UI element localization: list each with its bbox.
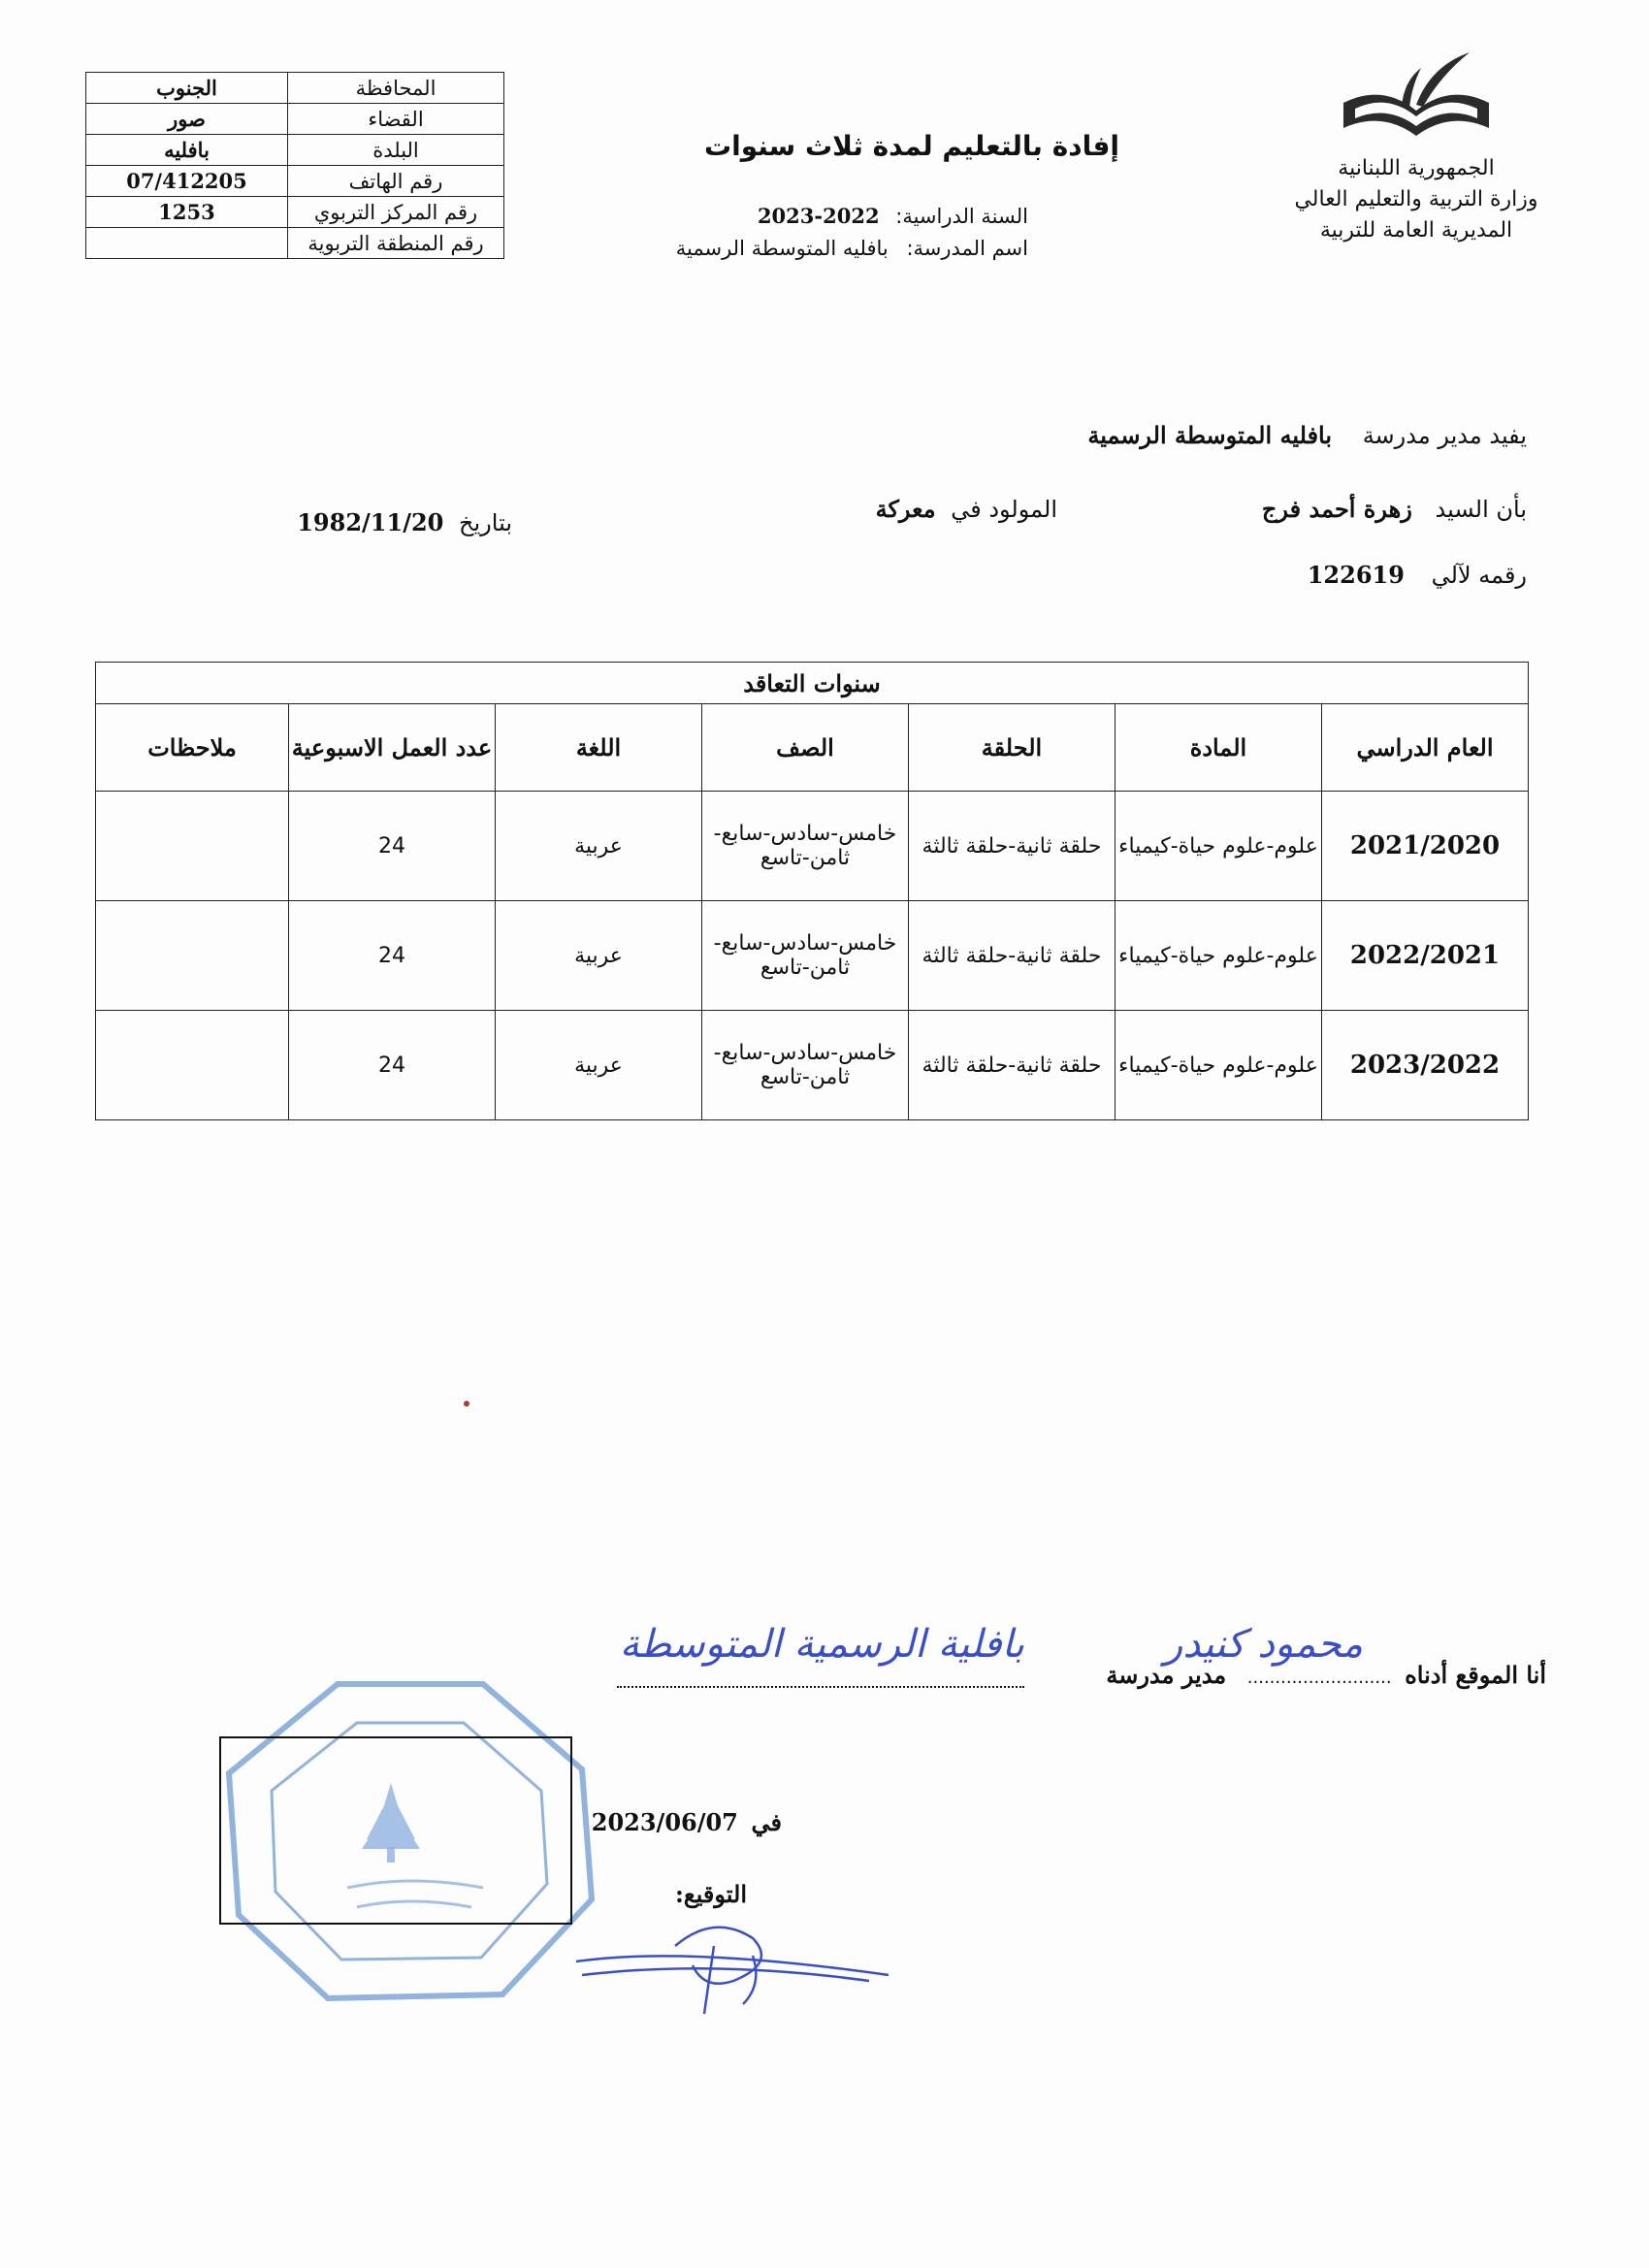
stamp-frame <box>219 1736 572 1925</box>
info-label: المحافظة <box>288 73 504 104</box>
cell-year: 2021/2020 <box>1322 792 1529 901</box>
signature-date-row <box>592 1808 782 1836</box>
info-value <box>86 228 288 259</box>
school-year-value: 2022-2023 <box>757 204 880 228</box>
info-value: 1253 <box>86 197 288 228</box>
cell-notes <box>96 901 289 1011</box>
cell-hours: 24 <box>289 901 496 1011</box>
cell-subject: علوم-علوم حياة-كيمياء <box>1116 1011 1322 1120</box>
info-label: البلدة <box>288 135 504 166</box>
info-row <box>86 104 504 135</box>
cell-language: عربية <box>496 1011 702 1120</box>
info-table <box>85 72 504 259</box>
info-row <box>86 73 504 104</box>
cell-hours: 24 <box>289 792 496 901</box>
handwriting-dotted-line <box>617 1686 1024 1688</box>
info-value: صور <box>86 104 288 135</box>
cell-notes <box>96 1011 289 1120</box>
info-row <box>86 135 504 166</box>
birth-date: 1982/11/20 <box>297 508 444 536</box>
ministry-header <box>1271 47 1562 246</box>
info-row <box>86 228 504 259</box>
table-caption: سنوات التعاقد <box>96 663 1529 704</box>
header-weekly-hours: عدد العمل الاسبوعية <box>289 704 496 792</box>
table-row <box>96 1011 1529 1120</box>
cell-year: 2022/2021 <box>1322 901 1529 1011</box>
info-value: 07/412205 <box>86 166 288 197</box>
statement-school: بافليه المتوسطة الرسمية <box>1087 421 1333 449</box>
cell-grade: خامس-سادس-سابع-ثامن-تاسع <box>702 1011 909 1120</box>
info-row <box>86 197 504 228</box>
school-name-row <box>621 237 1028 260</box>
director-label: مدير مدرسة <box>1106 1661 1227 1689</box>
date-label: بتاريخ <box>459 509 512 536</box>
cell-grade: خامس-سادس-سابع-ثامن-تاسع <box>702 792 909 901</box>
ink-dot <box>464 1401 469 1407</box>
table-row <box>96 792 1529 901</box>
info-row <box>86 166 504 197</box>
statement-intro: يفيد مدير مدرسة <box>1362 422 1527 449</box>
book-logo-icon <box>1334 47 1499 153</box>
republic-line: الجمهورية اللبنانية <box>1338 156 1495 180</box>
date-prefix: في <box>751 1808 782 1836</box>
birthplace: معركة <box>875 495 936 523</box>
contract-years-table <box>95 662 1529 1120</box>
cell-subject: علوم-علوم حياة-كيمياء <box>1116 901 1322 1011</box>
ministry-line: وزارة التربية والتعليم العالي <box>1294 187 1538 211</box>
statement-born <box>876 495 1057 523</box>
cell-cycle: حلقة ثانية-حلقة ثالثة <box>909 792 1116 901</box>
undersigned-label: أنا الموقع أدناه <box>1405 1661 1546 1689</box>
header-language: اللغة <box>496 704 702 792</box>
info-label: رقم المنطقة التربوية <box>288 228 504 259</box>
id-label: رقمه لآلي <box>1431 562 1527 589</box>
statement-mr <box>1262 495 1527 523</box>
info-label: رقم الهاتف <box>288 166 504 197</box>
info-value: الجنوب <box>86 73 288 104</box>
document-title: إفادة بالتعليم لمدة ثلاث سنوات <box>703 130 1120 162</box>
statement-date <box>297 508 512 536</box>
signature-label: التوقيع: <box>675 1880 747 1908</box>
cell-subject: علوم-علوم حياة-كيمياء <box>1116 792 1322 901</box>
school-year-row <box>621 204 1028 228</box>
table-row <box>96 901 1529 1011</box>
info-label: القضاء <box>288 104 504 135</box>
school-name-label: اسم المدرسة: <box>906 237 1028 260</box>
undersigned-dots: .......................... <box>1246 1668 1392 1688</box>
school-year-label: السنة الدراسية: <box>895 205 1028 228</box>
info-value: بافليه <box>86 135 288 166</box>
cell-language: عربية <box>496 792 702 901</box>
cell-year: 2023/2022 <box>1322 1011 1529 1120</box>
born-label: المولود في <box>951 496 1057 523</box>
handwritten-name: محمود كنيدر <box>1164 1622 1364 1667</box>
header-subject: المادة <box>1116 704 1322 792</box>
cell-cycle: حلقة ثانية-حلقة ثالثة <box>909 901 1116 1011</box>
handwritten-school: بافلية الرسمية المتوسطة <box>619 1622 1024 1667</box>
header-notes: ملاحظات <box>96 704 289 792</box>
handwritten-signature-icon <box>568 1917 898 2024</box>
cell-grade: خامس-سادس-سابع-ثامن-تاسع <box>702 901 909 1011</box>
mr-label: بأن السيد <box>1435 496 1527 523</box>
id-value: 122619 <box>1307 561 1405 589</box>
header-year: العام الدراسي <box>1322 704 1529 792</box>
cell-hours: 24 <box>289 1011 496 1120</box>
statement-line-1 <box>1087 421 1527 449</box>
cell-language: عربية <box>496 901 702 1011</box>
header-cycle: الحلقة <box>909 704 1116 792</box>
info-label: رقم المركز التربوي <box>288 197 504 228</box>
directorate-line: المديرية العامة للتربية <box>1319 218 1513 243</box>
cell-notes <box>96 792 289 901</box>
header-grade: الصف <box>702 704 909 792</box>
school-name-value: بافليه المتوسطة الرسمية <box>675 237 889 260</box>
cell-cycle: حلقة ثانية-حلقة ثالثة <box>909 1011 1116 1120</box>
statement-id <box>1308 561 1527 589</box>
person-name: زهرة أحمد فرج <box>1261 495 1412 523</box>
signature-date: 2023/06/07 <box>591 1808 738 1836</box>
